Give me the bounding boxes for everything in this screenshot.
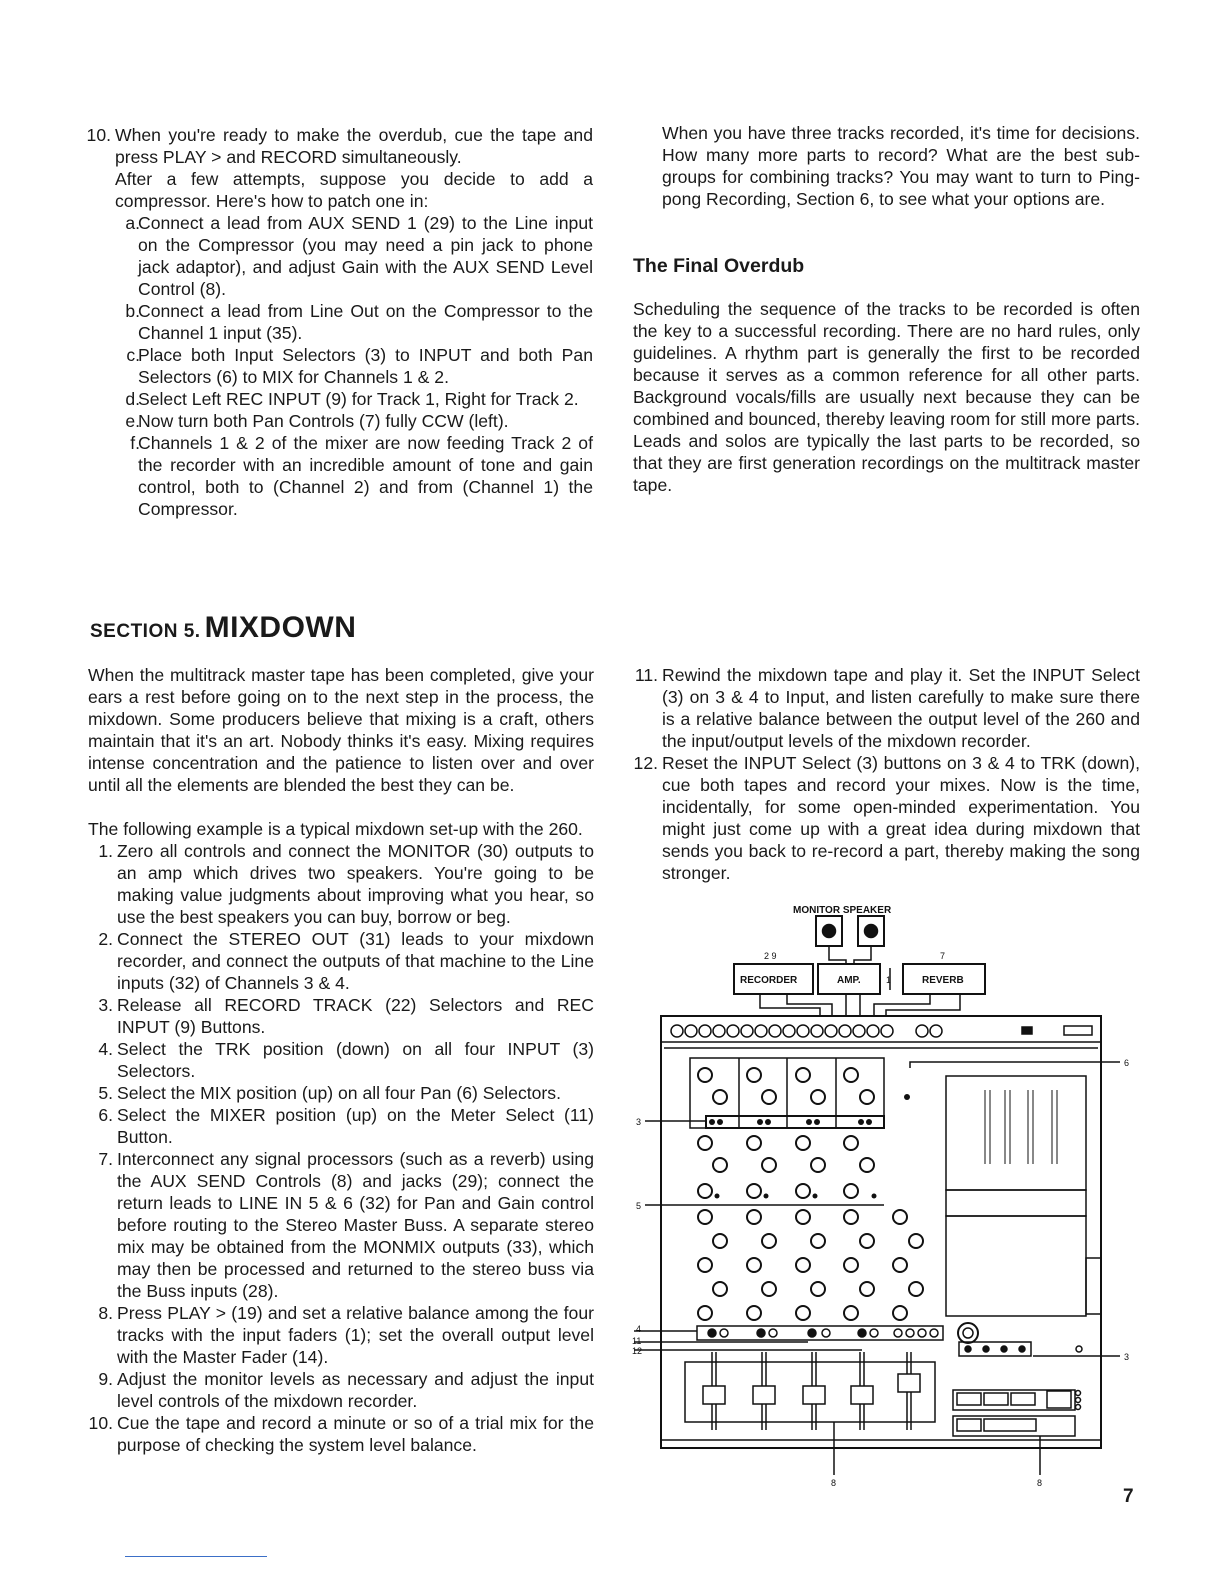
list-item <box>115 388 593 410</box>
three-tracks-paragraph: When you have three tracks recorded, it's time for decisions. How many more parts to record? What are the best sub-groups for combining tracks? You may want to turn to Ping-pong Recording, Section 6, to see what your options are. <box>662 123 1140 209</box>
step-text: Press PLAY > (19) and set a relative balance among the four tracks with the input faders (1); set the overall output level with the Master Fader (14). <box>117 1303 594 1367</box>
step-number: 3. <box>98 995 113 1015</box>
section-heading <box>90 611 356 645</box>
list-item <box>88 1148 594 1302</box>
callout-8-left: 8 <box>831 1478 837 1488</box>
faders <box>703 1352 920 1430</box>
step-number: 11. <box>634 665 658 685</box>
step-number: 8. <box>98 1303 113 1323</box>
recorder-label: RECORDER <box>740 975 798 986</box>
step-number: 10. <box>86 125 111 145</box>
list-item <box>86 124 593 520</box>
bottom-right-column <box>633 664 1140 884</box>
sub-step-text: Place both Input Selectors (3) to INPUT and both Pan Selectors (6) to MIX for Channels 1 & 2. <box>138 345 593 387</box>
mixer-body <box>661 1016 1101 1448</box>
list-item <box>88 1302 594 1368</box>
list-item <box>115 432 593 520</box>
callout-5: 5 <box>636 1201 642 1211</box>
channel-knobs <box>698 1068 923 1320</box>
bottom-rule <box>125 1556 267 1557</box>
sub-step-text: Channels 1 & 2 of the mixer are now feeding Track 2 of the recorder with an incredible amount of tone and gain control, both to (Channel 2) and from (Channel 1) the Compressor. <box>138 433 593 519</box>
step-text: Select the MIXER position (up) on the Meter Select (11) Button. <box>117 1105 594 1147</box>
callout-29: 2 9 <box>764 951 777 961</box>
mixdown-steps-continued <box>633 664 1140 884</box>
list-item <box>115 344 593 388</box>
step-text: Cue the tape and record a minute or so of a trial mix for the purpose of checking the system level balance. <box>117 1413 594 1455</box>
step-text: Zero all controls and connect the MONITOR (30) outputs to an amp which drives two speakers. You're going to be making value judgments about improving what you hear, so use the best speakers you can buy, borrow or beg. <box>117 841 594 927</box>
callout-4: 4 <box>636 1324 642 1334</box>
step-number: 12. <box>633 753 658 773</box>
sub-step-letter: d. <box>125 389 140 409</box>
overdub-steps <box>86 124 593 520</box>
top-left-column <box>86 124 593 520</box>
step-text: Interconnect any signal processors (such as a reverb) using the AUX SEND Controls (8) and jacks (29); connect the return leads to LINE IN 5 & 6 (32) for Pan and Gain control before routing to the Stereo Master Buss. A separate stereo mix may be obtained from the MONMIX outputs (33), which may then be processed and returned to the stereo buss via the Buss inputs (28). <box>117 1149 594 1301</box>
step-number: 2. <box>98 929 113 949</box>
step-text: Release all RECORD TRACK (22) Selectors and REC INPUT (9) Buttons. <box>117 995 594 1037</box>
sub-step-letter: c. <box>126 345 140 365</box>
list-item <box>115 212 593 300</box>
step-number: 9. <box>98 1369 113 1389</box>
mixdown-setup-diagram <box>620 895 1140 1495</box>
sub-step-letter: b. <box>125 301 140 321</box>
callout-6: 6 <box>1124 1058 1130 1068</box>
sub-step-letter: f. <box>130 433 140 453</box>
callout-1: 1 <box>886 975 892 985</box>
reverb-label: REVERB <box>922 975 964 986</box>
sub-steps <box>115 212 593 520</box>
list-item <box>88 840 594 928</box>
callout-7: 7 <box>940 951 946 961</box>
sub-step-letter: e. <box>125 411 140 431</box>
step-paragraph: After a few attempts, suppose you decide to add a compressor. Here's how to patch one in: <box>115 169 593 211</box>
step-text: When you're ready to make the overdub, cue the tape and press PLAY > and RECORD simultaneously. <box>115 125 593 167</box>
list-item <box>115 410 593 432</box>
sub-step-text: Now turn both Pan Controls (7) fully CCW (left). <box>138 411 509 431</box>
final-overdub-heading: The Final Overdub <box>633 255 805 277</box>
jack-row <box>671 1025 942 1037</box>
step-text: Rewind the mixdown tape and play it. Set the INPUT Select (3) on 3 & 4 to Input, and listen carefully to make sure there is a relative balance between the output level of the 260 and the input/output levels of the mixdown recorder. <box>662 665 1140 751</box>
list-item <box>88 928 594 994</box>
step-text: Connect the STEREO OUT (31) leads to your mixdown recorder, and connect the outputs of that machine to the Line inputs (32) of Channels 3 & 4. <box>117 929 594 993</box>
step-text: Select the MIX position (up) on all four Pan (6) Selectors. <box>117 1083 561 1103</box>
step-text: Reset the INPUT Select (3) buttons on 3 & 4 to TRK (down), cue both tapes and record your mixes. Now is the time, incidentally, for some open-minded experimentation. You might just come up with a great idea during mixdown that sends you back to re-record a part, thereby making the song stronger. <box>662 753 1140 883</box>
top-right-column <box>633 122 1140 496</box>
callout-12: 12 <box>632 1346 643 1356</box>
page-number: 7 <box>1123 1486 1134 1507</box>
step-number: 10. <box>88 1413 113 1433</box>
step-text: Adjust the monitor levels as necessary and adjust the input level controls of the mixdown recorder. <box>117 1369 594 1411</box>
bottom-left-column <box>88 664 594 1456</box>
tape-deck-area <box>946 1216 1086 1316</box>
step-number: 7. <box>98 1149 113 1169</box>
list-item <box>88 1412 594 1456</box>
section-title: MIXDOWN <box>204 611 357 644</box>
callout-3-right: 3 <box>1124 1352 1130 1362</box>
list-item <box>88 994 594 1038</box>
final-overdub-paragraph: Scheduling the sequence of the tracks to be recorded is often the key to a successful recording. There are no hard rules, only guidelines. A rhythm part is generally the first to be recorded because it serves as a common reference for all other parts. Background vocals/fills are usually next because they can be combined and bounced, thereby leaving room for still more parts. Leads and solos are typically the last parts to be recorded, so that they are first generation recordings on the multitrack master tape. <box>633 299 1140 495</box>
list-item <box>88 1082 594 1104</box>
list-item <box>88 1038 594 1082</box>
mixdown-steps <box>88 840 594 1456</box>
step-text: Select the TRK position (down) on all four INPUT (3) Selectors. <box>117 1039 594 1081</box>
sub-step-text: Connect a lead from AUX SEND 1 (29) to the Line input on the Compressor (you may need a pin jack to phone jack adaptor), and adjust Gain with the AUX SEND Level Control (8). <box>138 213 593 299</box>
list-item <box>633 752 1140 884</box>
section-label: SECTION 5. <box>90 621 201 642</box>
amp-label: AMP. <box>837 975 861 986</box>
callout-11: 11 <box>632 1336 642 1346</box>
sub-step-letter: a. <box>125 213 140 233</box>
callout-3-left: 3 <box>636 1117 642 1127</box>
step-number: 5. <box>98 1083 113 1103</box>
sub-step-text: Connect a lead from Line Out on the Compressor to the Channel 1 input (35). <box>138 301 593 343</box>
step-number: 4. <box>98 1039 113 1059</box>
list-item <box>88 1368 594 1412</box>
step-number: 6. <box>98 1105 113 1125</box>
callout-8-right: 8 <box>1037 1478 1043 1488</box>
mixdown-intro-paragraph: When the multitrack master tape has been completed, give your ears a rest before going on to the next step in the process, the mixdown. Some producers believe that mixing is a craft, others maintain that it's an art. Nobody thinks it's easy. Mixing requires intense concentration and the patience to listen over and over until all the elements are blended the best they can be. <box>88 665 594 795</box>
mixdown-setup-paragraph: The following example is a typical mixdown set-up with the 260. <box>88 819 583 839</box>
sub-step-text: Select Left REC INPUT (9) for Track 1, Right for Track 2. <box>138 389 579 409</box>
list-item <box>633 664 1140 752</box>
list-item <box>115 300 593 344</box>
step-number: 1. <box>98 841 113 861</box>
list-item <box>88 1104 594 1148</box>
meter-bridge <box>946 1076 1086 1190</box>
monitor-speaker-label: MONITOR SPEAKER <box>793 905 892 916</box>
